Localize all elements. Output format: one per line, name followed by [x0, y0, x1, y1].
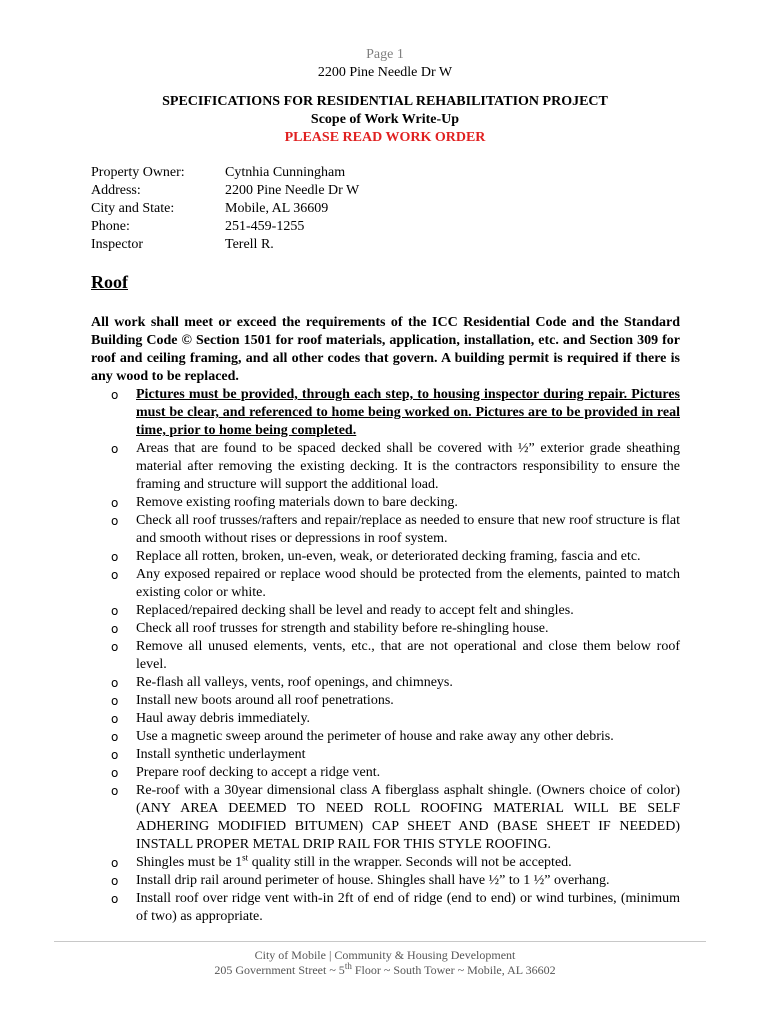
- property-owner-row: [91, 164, 359, 182]
- document-subtitle: Scope of Work Write-Up: [310, 112, 460, 127]
- section-intro: All work shall meet or exceed the requirements of the ICC Residential Code and the Standard Building Code © Section 1501 for roof materials, application, installation, etc. and Section 309 for roof and ceiling framing, and all other codes that govern. A building permit is required if there is any wood to be replaced.: [91, 315, 680, 384]
- list-item: [111, 890, 680, 926]
- bullet-icon: o: [111, 676, 119, 690]
- info-value: Mobile, AL 36609: [225, 201, 329, 216]
- list-item-text: Check all roof trusses for strength and stability before re-shingling house.: [136, 621, 549, 636]
- bullet-icon: o: [111, 694, 119, 708]
- roof-spec-list: [111, 386, 680, 926]
- list-item: [111, 602, 680, 620]
- list-item: [111, 638, 680, 674]
- document-title: SPECIFICATIONS FOR RESIDENTIAL REHABILITATION PROJECT: [162, 94, 608, 109]
- bullet-icon: o: [111, 388, 119, 402]
- bullet-icon: o: [111, 856, 119, 870]
- header-address: 2200 Pine Needle Dr W: [317, 65, 453, 80]
- phone-row: [91, 218, 359, 236]
- bullet-icon: o: [111, 874, 119, 888]
- list-item: [111, 386, 680, 440]
- list-item: [111, 854, 680, 872]
- info-label: Property Owner:: [91, 165, 185, 180]
- list-item: [111, 710, 680, 728]
- info-label: Phone:: [91, 219, 130, 234]
- bullet-icon: o: [111, 622, 119, 636]
- bullet-icon: o: [111, 712, 119, 726]
- bullet-icon: o: [111, 766, 119, 780]
- list-item-text: Install new boots around all roof penetrations.: [136, 693, 394, 708]
- list-item: [111, 548, 680, 566]
- list-item-text: Re-flash all valleys, vents, roof openings, and chimneys.: [136, 675, 453, 690]
- bullet-icon: o: [111, 604, 119, 618]
- list-item: [111, 512, 680, 548]
- list-item-text: Shingles must be 1st quality still in the wrapper. Seconds will not be accepted.: [136, 852, 572, 870]
- info-value: 251-459-1255: [225, 219, 305, 234]
- read-work-order-notice: PLEASE READ WORK ORDER: [284, 130, 486, 145]
- city-state-row: [91, 200, 359, 218]
- bullet-icon: o: [111, 550, 119, 564]
- bullet-icon: o: [111, 748, 119, 762]
- section-heading-roof: Roof: [91, 272, 128, 292]
- list-item-text: Remove existing roofing materials down to bare decking.: [136, 495, 458, 510]
- list-item: [111, 440, 680, 494]
- list-item: [111, 728, 680, 746]
- bullet-icon: o: [111, 730, 119, 744]
- bullet-icon: o: [111, 568, 119, 582]
- list-item: [111, 746, 680, 764]
- bullet-icon: o: [111, 892, 119, 906]
- list-item-text: Pictures must be provided, through each step, to housing inspector during repair. Pictures must be clear, and referenced to home being worked on. Pictures are to be provided in real time, prior to home being completed.: [136, 387, 680, 438]
- list-item-text: Any exposed repaired or replace wood should be protected from the elements, painted to match existing color or white.: [136, 567, 680, 600]
- bullet-icon: o: [111, 784, 119, 798]
- list-item-text: Install roof over ridge vent with-in 2ft of end of ridge (end to end) or wind turbines, (minimum of two) as appropriate.: [136, 891, 680, 924]
- address-row: [91, 182, 359, 200]
- list-item-text: Check all roof trusses/rafters and repair/replace as needed to ensure that new roof structure is flat and smooth without rises or depressions in roof system.: [136, 513, 680, 546]
- property-info-block: [91, 164, 359, 254]
- list-item-text: Remove all unused elements, vents, etc., that are not operational and close them below roof level.: [136, 639, 680, 672]
- list-item-text: Areas that are found to be spaced decked shall be covered with ½” exterior grade sheathing material after removing the existing decking. It is the contractors responsibility to ensure the framing and structure will support the additional load.: [136, 441, 680, 492]
- footer-organization: City of Mobile | Community & Housing Development: [254, 948, 516, 962]
- list-item: [111, 674, 680, 692]
- list-item-text: Install drip rail around perimeter of house. Shingles shall have ½” to 1 ½” overhang.: [136, 873, 610, 888]
- info-value: 2200 Pine Needle Dr W: [225, 183, 360, 198]
- info-value: Cytnhia Cunningham: [225, 165, 346, 180]
- bullet-icon: o: [111, 496, 119, 510]
- list-item-text: Install synthetic underlayment: [136, 747, 306, 762]
- footer-address: 205 Government Street ~ 5th Floor ~ South Tower ~ Mobile, AL 36602: [214, 961, 556, 977]
- inspector-row: [91, 236, 359, 254]
- info-label: Address:: [91, 183, 141, 198]
- info-label: City and State:: [91, 201, 175, 216]
- list-item-text: Replaced/repaired decking shall be level and ready to accept felt and shingles.: [136, 603, 574, 618]
- list-item: [111, 620, 680, 638]
- list-item-text: Prepare roof decking to accept a ridge vent.: [136, 765, 381, 780]
- list-item: [111, 692, 680, 710]
- list-item: [111, 764, 680, 782]
- bullet-icon: o: [111, 442, 119, 456]
- list-item-text: Haul away debris immediately.: [136, 711, 311, 726]
- list-item: [111, 782, 680, 854]
- list-item: [111, 494, 680, 512]
- list-item-text: Replace all rotten, broken, un-even, weak, or deteriorated decking framing, fascia and etc.: [136, 549, 641, 564]
- bullet-icon: o: [111, 640, 119, 654]
- list-item-text: Re-roof with a 30year dimensional class A fiberglass asphalt shingle. (Owners choice of color) (ANY AREA DEEMED TO NEED ROLL ROOFING MATERIAL WILL BE SELF ADHERING MODIFIED BITUMEN) CAP SHEET AND (BASE SHEET IF NEEDED) INSTALL PROPER METAL DRIP RAIL FOR THIS STYLE ROOFING.: [136, 783, 680, 852]
- footer-divider: [54, 941, 706, 942]
- page-number: Page 1: [366, 47, 404, 62]
- info-value: Terell R.: [225, 237, 274, 252]
- list-item: [111, 566, 680, 602]
- info-label: Inspector: [91, 237, 144, 252]
- list-item-text: Use a magnetic sweep around the perimeter of house and rake away any other debris.: [136, 729, 614, 744]
- bullet-icon: o: [111, 514, 119, 528]
- list-item: [111, 872, 680, 890]
